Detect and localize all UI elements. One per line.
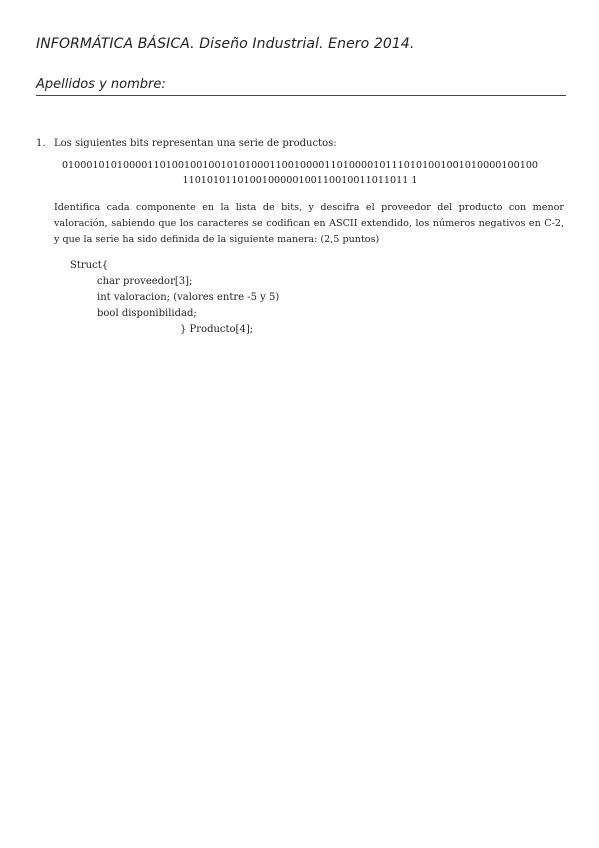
- name-field-label: Apellidos y nombre:: [36, 77, 166, 92]
- struct-field-proveedor: char proveedor[3];: [97, 276, 193, 287]
- bit-string-line-2: 1101010110100100000100110010011011011 1: [182, 175, 418, 186]
- bit-string-line-1: 010001010100001101001001001010100011001000011010000101110101001001010000100100: [61, 160, 539, 171]
- struct-open: Struct{: [70, 260, 109, 271]
- struct-field-disponibilidad: bool disponibilidad;: [97, 308, 197, 319]
- struct-field-valoracion: int valoracion; (valores entre -5 y 5): [97, 292, 280, 303]
- question-number: 1.: [36, 138, 46, 149]
- name-field-line: [36, 95, 566, 96]
- question-instructions: Identifica cada componente en la lista de bits, y descifra el proveedor del producto con menor valoración, sabiendo que los caracteres se codifican en ASCII extendido, los números negativos en C-2, y que la serie ha sido definida de la siguiente manera: (2,5 puntos): [54, 202, 564, 245]
- question-intro: Los siguientes bits representan una serie de productos:: [54, 138, 337, 149]
- exam-title: INFORMÁTICA BÁSICA. Diseño Industrial. Enero 2014.: [36, 36, 415, 52]
- struct-close: } Producto[4];: [180, 324, 254, 335]
